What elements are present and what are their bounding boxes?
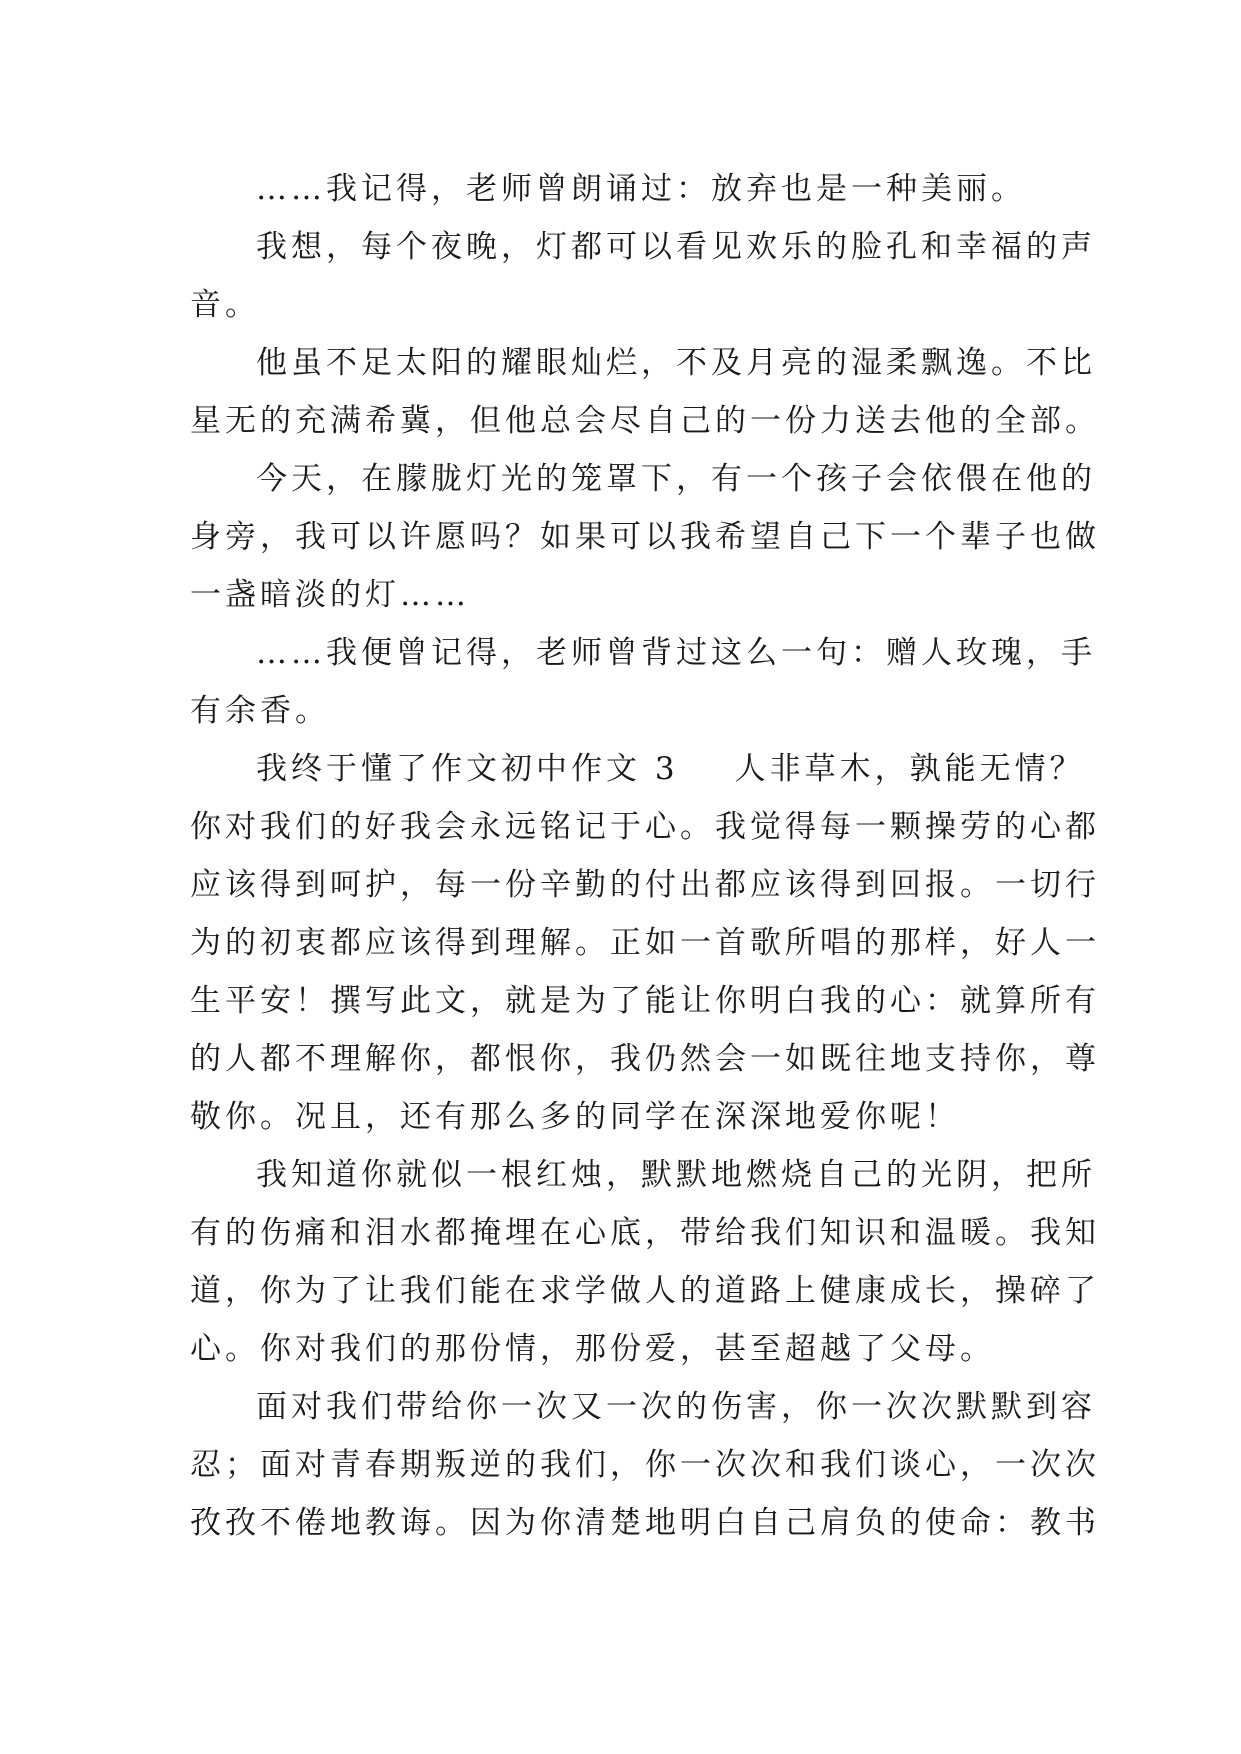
text-line: 他虽不足太阳的耀眼灿烂，不及月亮的湿柔飘逸。不比 bbox=[256, 345, 1096, 381]
text-line: ……我记得，老师曾朗诵过：放弃也是一种美丽。 bbox=[256, 171, 1026, 207]
text-line: 一盏暗淡的灯…… bbox=[190, 577, 470, 613]
text-line: 音。 bbox=[190, 287, 260, 323]
text-line: 的人都不理解你，都恨你，我仍然会一如既往地支持你，尊 bbox=[190, 1041, 1100, 1077]
text-line: 生平安！撰写此文，就是为了能让你明白我的心：就算所有 bbox=[190, 983, 1100, 1019]
text-line: 今天，在朦胧灯光的笼罩下，有一个孩子会依偎在他的 bbox=[256, 461, 1096, 497]
text-line: 我想，每个夜晚，灯都可以看见欢乐的脸孔和幸福的声 bbox=[256, 229, 1096, 265]
text-line: 有余香。 bbox=[190, 693, 330, 729]
article-heading: 我终于懂了作文初中作文 3 bbox=[256, 751, 679, 787]
text-line: 星无的充满希冀，但他总会尽自己的一份力送去他的全部。 bbox=[190, 403, 1100, 439]
text-line: 道，你为了让我们能在求学做人的道路上健康成长，操碎了 bbox=[190, 1273, 1100, 1309]
text-line: 心。你对我们的那份情，那份爱，甚至超越了父母。 bbox=[190, 1331, 995, 1367]
text-line: 我知道你就似一根红烛，默默地燃烧自己的光阴，把所 bbox=[256, 1157, 1096, 1193]
heading-tail-text: 人非草木，孰能无情？ bbox=[734, 751, 1085, 787]
text-line: 你对我们的好我会永远铭记于心。我觉得每一颗操劳的心都 bbox=[190, 809, 1100, 845]
text-line: 面对我们带给你一次又一次的伤害，你一次次默默到容 bbox=[256, 1389, 1096, 1425]
text-line: 有的伤痛和泪水都掩埋在心底，带给我们知识和温暖。我知 bbox=[190, 1215, 1100, 1251]
text-line: 身旁，我可以许愿吗？如果可以我希望自己下一个辈子也做 bbox=[190, 519, 1100, 555]
text-line: 敬你。况且，还有那么多的同学在深深地爱你呢！ bbox=[190, 1099, 960, 1135]
text-line: ……我便曾记得，老师曾背过这么一句：赠人玫瑰，手 bbox=[256, 635, 1096, 671]
text-line: 忍；面对青春期叛逆的我们，你一次次和我们谈心，一次次 bbox=[190, 1447, 1100, 1483]
body-text bbox=[190, 160, 1100, 1552]
text-line: 为的初衷都应该得到理解。正如一首歌所唱的那样，好人一 bbox=[190, 925, 1100, 961]
heading-line bbox=[190, 740, 1085, 798]
text-line: 应该得到呵护，每一份辛勤的付出都应该得到回报。一切行 bbox=[190, 867, 1100, 903]
text-line: 孜孜不倦地教诲。因为你清楚地明白自己肩负的使命：教书 bbox=[190, 1505, 1100, 1541]
